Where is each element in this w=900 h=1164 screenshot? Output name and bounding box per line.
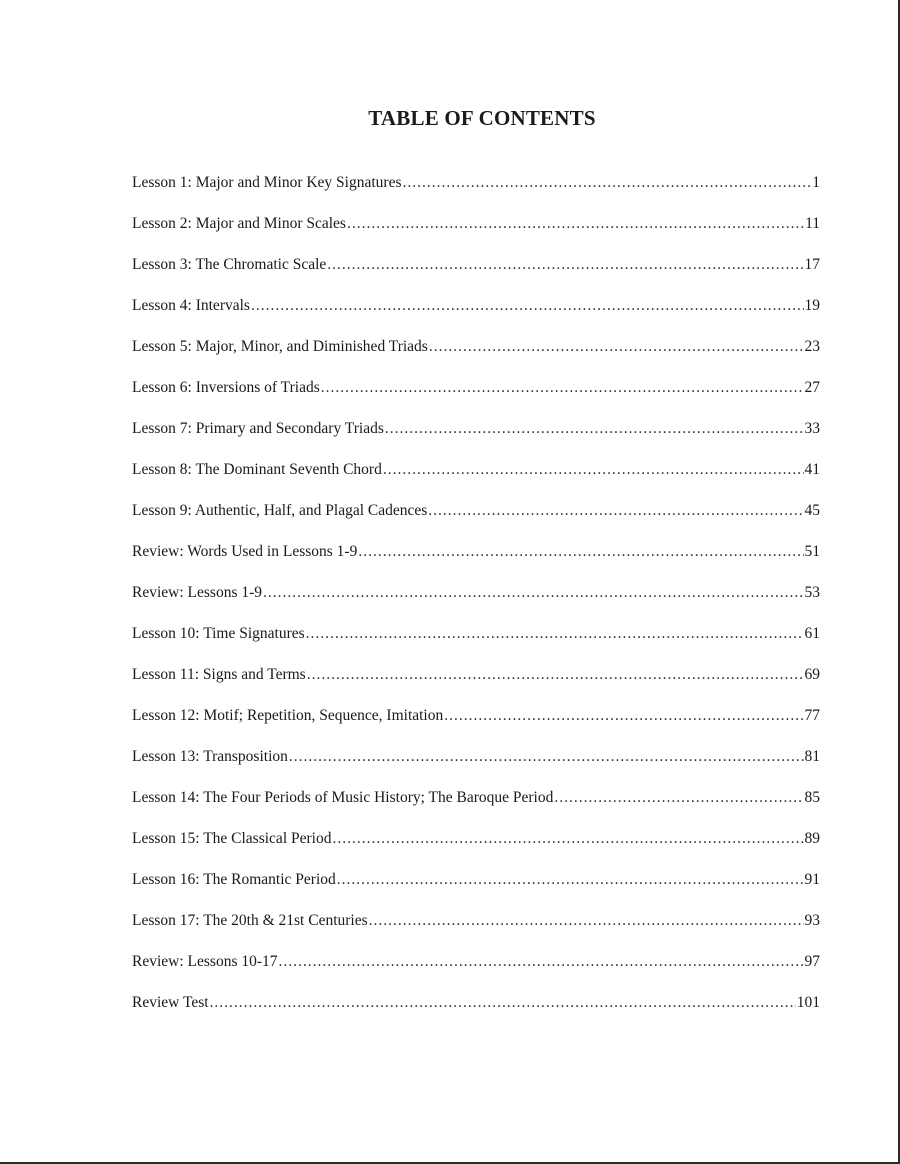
dot-leader [383,458,804,482]
toc-entry-page-number: 91 [804,871,820,888]
toc-entry[interactable] [132,540,820,581]
toc-entry-label: Review: Lessons 1-9 [132,584,263,601]
toc-entry-label: Lesson 7: Primary and Secondary Triads [132,420,384,437]
toc-entry-page-number: 23 [804,338,820,355]
dot-leader [289,745,804,769]
toc-entry-page-number: 77 [804,707,820,724]
toc-entry-page-number: 101 [796,994,820,1011]
toc-entry[interactable] [132,991,820,1032]
toc-entry-page-number: 27 [804,379,820,396]
toc-entry[interactable] [132,499,820,540]
toc-entry-page-number: 69 [804,666,820,683]
dot-leader [369,909,804,933]
dot-leader [332,827,803,851]
dot-leader [385,417,804,441]
toc-entry-label: Lesson 4: Intervals [132,297,250,314]
dot-leader [321,376,804,400]
toc-entry-label: Lesson 1: Major and Minor Key Signatures [132,174,402,191]
dot-leader [337,868,804,892]
toc-entry-label: Lesson 16: The Romantic Period [132,871,336,888]
toc-entry-label: Lesson 3: The Chromatic Scale [132,256,327,273]
toc-entry[interactable] [132,950,820,991]
toc-entry[interactable] [132,417,820,458]
dot-leader [263,581,803,605]
toc-entry-label: Lesson 5: Major, Minor, and Diminished Triads [132,338,428,355]
toc-entry[interactable] [132,909,820,950]
toc-entry-label: Review: Lessons 10-17 [132,953,278,970]
toc-entry-page-number: 1 [812,174,820,191]
dot-leader [358,540,803,564]
toc-entry-page-number: 61 [804,625,820,642]
toc-entry-page-number: 81 [804,748,820,765]
toc-list [132,171,820,1032]
toc-entry-page-number: 19 [804,297,820,314]
dot-leader [428,499,803,523]
toc-entry-label: Lesson 10: Time Signatures [132,625,305,642]
toc-entry-label: Lesson 13: Transposition [132,748,288,765]
toc-entry[interactable] [132,212,820,253]
toc-entry-label: Lesson 2: Major and Minor Scales [132,215,346,232]
dot-leader [279,950,804,974]
toc-entry-label: Lesson 11: Signs and Terms [132,666,306,683]
toc-entry[interactable] [132,376,820,417]
dot-leader [444,704,803,728]
toc-entry-label: Review: Words Used in Lessons 1-9 [132,543,358,560]
toc-entry-label: Lesson 14: The Four Periods of Music History; The Baroque Period [132,789,554,806]
toc-entry-page-number: 93 [804,912,820,929]
dot-leader [307,663,804,687]
toc-entry[interactable] [132,786,820,827]
toc-entry[interactable] [132,253,820,294]
toc-entry[interactable] [132,294,820,335]
toc-entry-label: Lesson 8: The Dominant Seventh Chord [132,461,382,478]
toc-entry-page-number: 89 [804,830,820,847]
toc-entry[interactable] [132,622,820,663]
toc-entry-page-number: 11 [805,215,820,232]
dot-leader [251,294,804,318]
toc-entry-page-number: 45 [804,502,820,519]
dot-leader [403,171,812,195]
dot-leader [327,253,803,277]
toc-entry[interactable] [132,745,820,786]
toc-entry-page-number: 53 [804,584,820,601]
dot-leader [210,991,796,1015]
toc-entry[interactable] [132,827,820,868]
page-title: TABLE OF CONTENTS [368,106,596,130]
toc-entry[interactable] [132,335,820,376]
toc-entry-page-number: 51 [804,543,820,560]
toc-entry-label: Lesson 9: Authentic, Half, and Plagal Cadences [132,502,428,519]
toc-entry[interactable] [132,581,820,622]
toc-entry-page-number: 85 [804,789,820,806]
toc-entry-page-number: 17 [804,256,820,273]
dot-leader [554,786,803,810]
toc-entry-label: Lesson 17: The 20th & 21st Centuries [132,912,368,929]
dot-leader [429,335,804,359]
toc-entry-page-number: 41 [804,461,820,478]
dot-leader [347,212,804,236]
toc-entry-label: Lesson 12: Motif; Repetition, Sequence, Imitation [132,707,444,724]
toc-entry[interactable] [132,704,820,745]
toc-entry-page-number: 97 [804,953,820,970]
dot-leader [306,622,804,646]
toc-entry-label: Lesson 15: The Classical Period [132,830,332,847]
toc-entry-label: Lesson 6: Inversions of Triads [132,379,320,396]
toc-entry[interactable] [132,171,820,212]
toc-entry[interactable] [132,458,820,499]
toc-entry-label: Review Test [132,994,209,1011]
toc-entry[interactable] [132,663,820,704]
toc-entry[interactable] [132,868,820,909]
toc-entry-page-number: 33 [804,420,820,437]
